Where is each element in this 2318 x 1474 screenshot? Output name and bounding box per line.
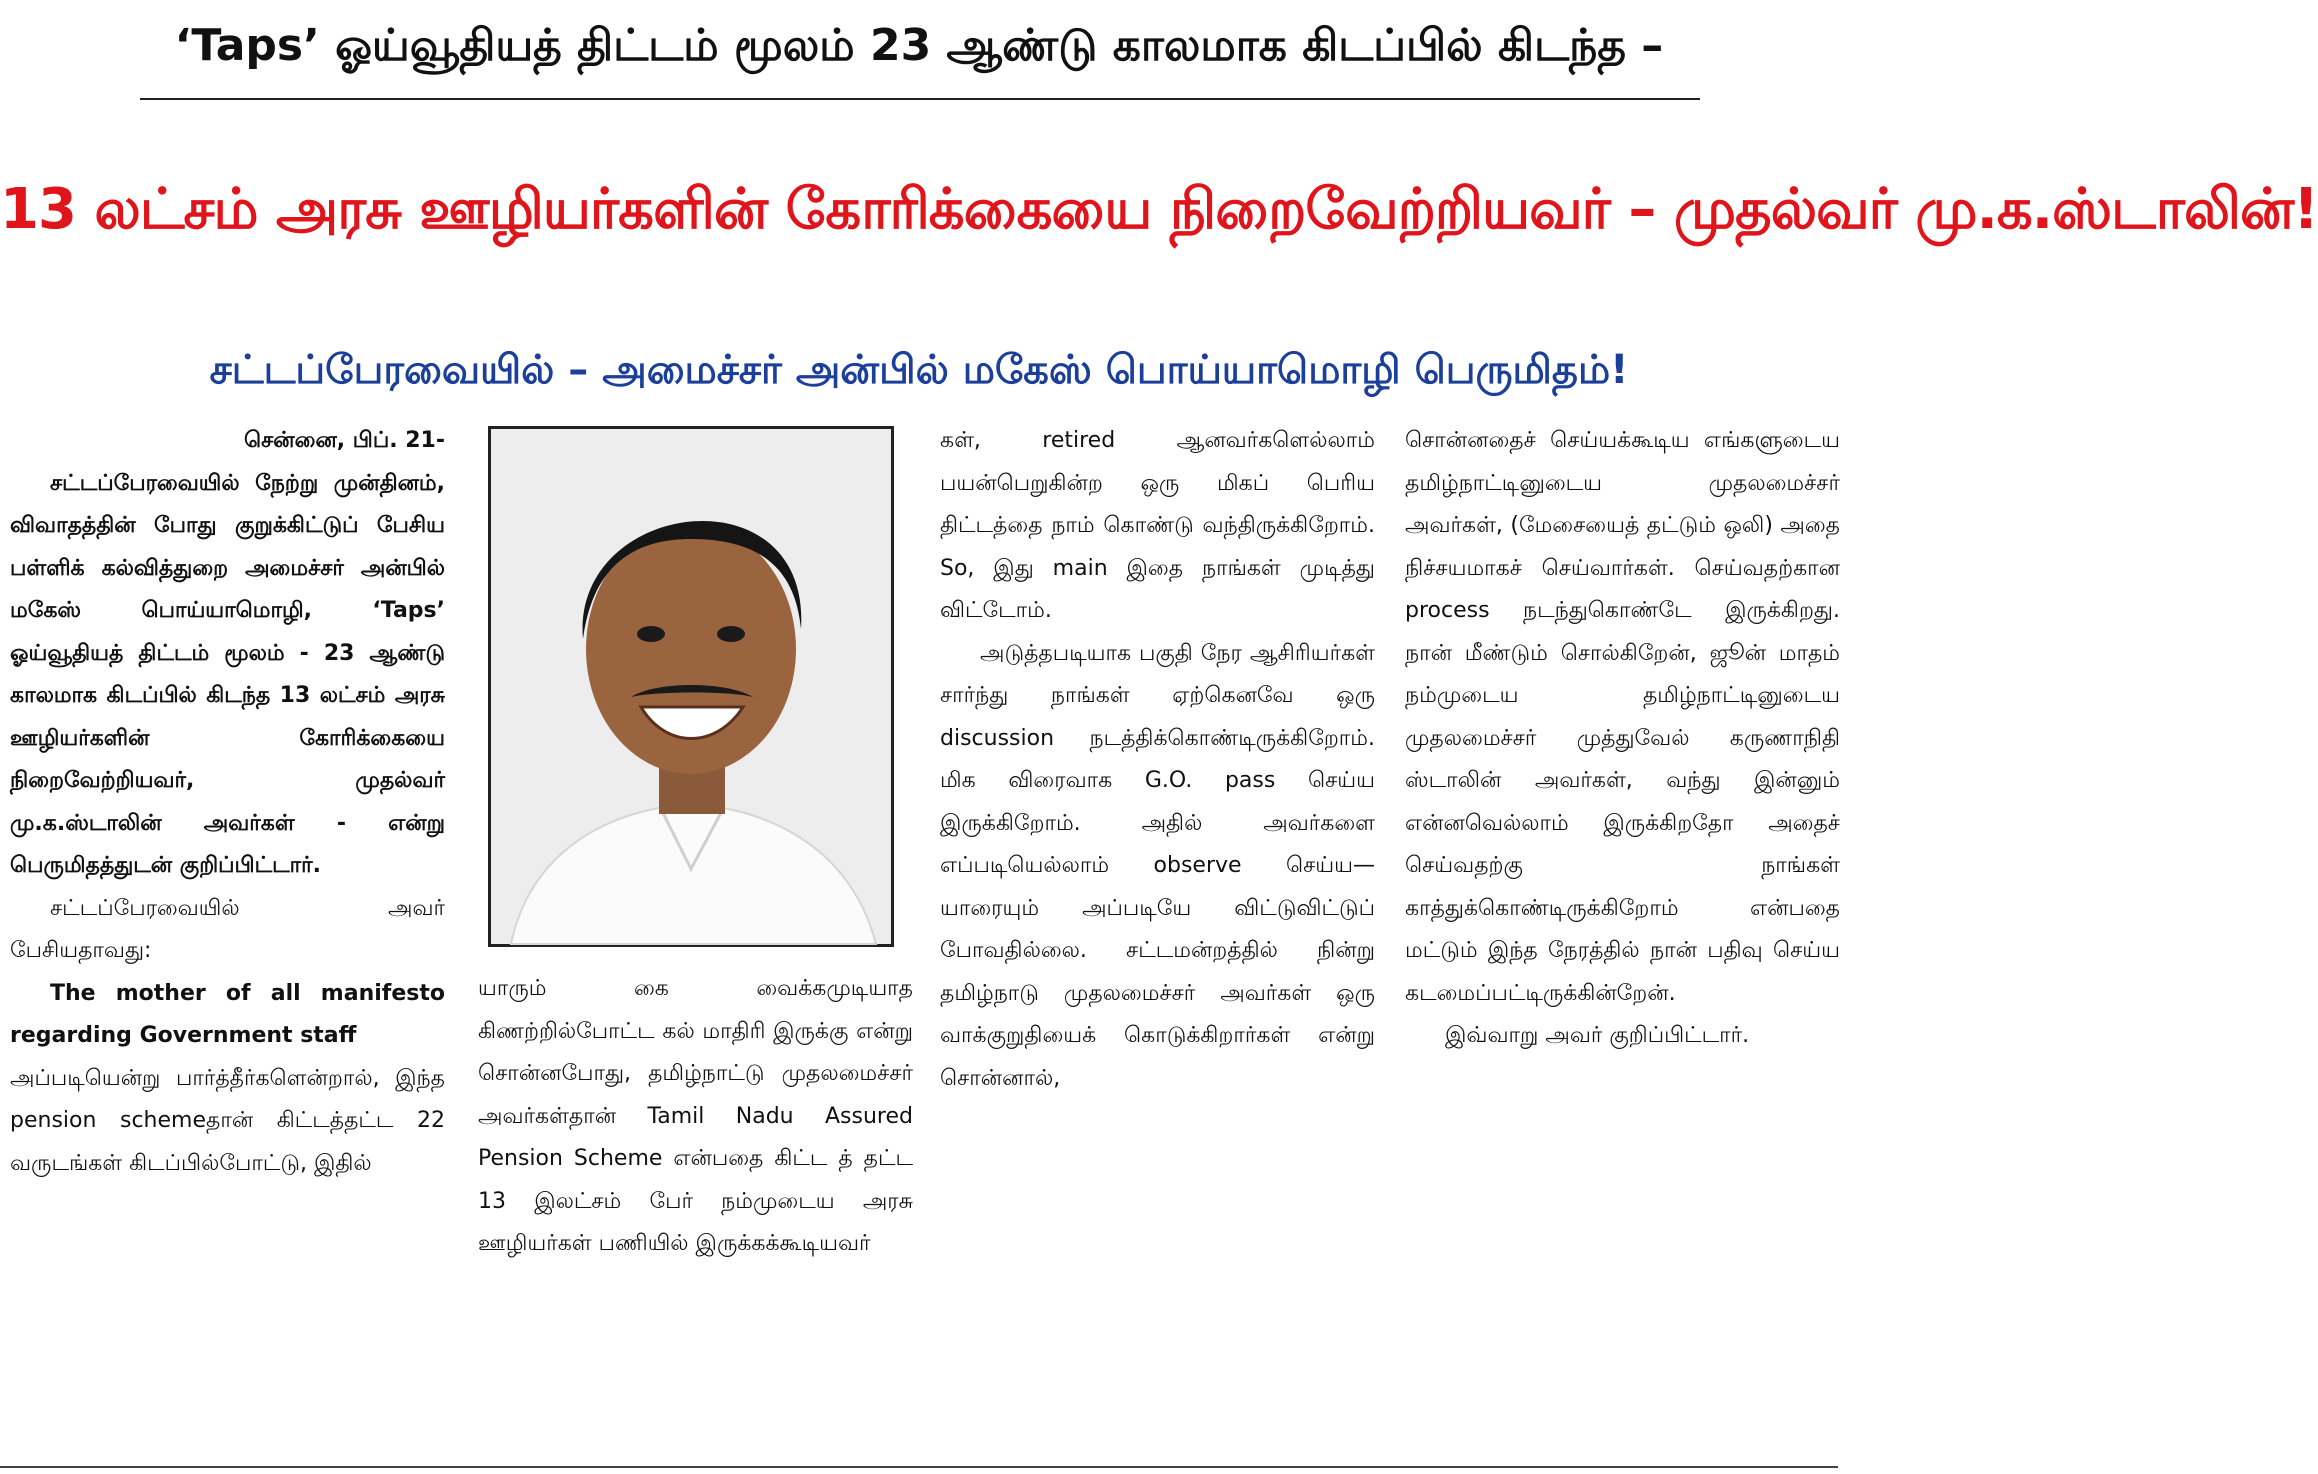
minister-photo (488, 426, 894, 947)
body-paragraph-2-part-2: சொன்னதைச் செய்யக்கூடிய எங்களுடைய தமிழ்நாட்டினுடைய முதலமைச்சர் அவர்கள், (மேசையைத் தட்டும் ஒலி) அதை நிச்சயமாகச் செய்வார்கள். செய்வதற்கான process நடந்துகொண்டே இருக்கிறது. நான் மீண்டும் சொல்கிறேன், ஜூன் மாதம் நம்முடைய தமிழ்நாட்டினுடைய முதலமைச்சர் முத்துவேல் கருணாநிதி ஸ்டாலின் அவர்கள், வந்து இன்னும் என்னவெல்லாம் இருக்கிறதோ அதைச் செய்வதற்கு நாங்கள் காத்துக்கொண்டிருக்கிறோம் என்பதை மட்டும் இந்த நேரத்தில் நான் பதிவு செய்ய கடமைப்பட்டிருக்கின்றேன். (1405, 428, 1840, 1006)
article-column-3 (940, 420, 1375, 1100)
lead-paragraph: சட்டப்பேரவையில் நேற்று முன்தினம், விவாதத்தின் போது குறுக்கிட்டுப் பேசிய பள்ளிக் கல்வித்துறை அமைச்சர் அன்பில் மகேஸ் பொய்யாமொழி, ‘Taps’ ஓய்வூதியத் திட்டம் மூலம் - 23 ஆண்டு காலமாக கிடப்பில் கிடந்த 13 லட்சம் அரசு ஊழியர்களின் கோரிக்கையை நிறைவேற்றியவர், முதல்வர் மு.க.ஸ்டாலின் அவர்கள் - என்று பெருமிதத்துடன் குறிப்பிட்டார். (10, 470, 445, 878)
body-paragraph-2-part-1: அடுத்தபடியாக பகுதி நேர ஆசிரியர்கள் சார்ந்து நாங்கள் ஏற்கெனவே ஒரு discussion நடத்திக்கொண்டிருக்கிறோம். மிக விரைவாக G.O. pass செய்ய இருக்கிறோம். அதில் அவர்களை எப்படியெல்லாம் observe செய்ய—யாரையும் அப்படியே விட்டுவிட்டுப் போவதில்லை. சட்டமன்றத்தில் நின்று தமிழ்நாடு முதலமைச்சர் அவர்கள் ஒரு வாக்குறுதியைக் கொடுக்கிறார்கள் என்று சொன்னால், (940, 640, 1375, 1091)
article-column-1 (10, 420, 445, 1185)
body-paragraph-1-part-2: யாரும் கை வைக்கமுடியாத கிணற்றில்போட்ட கல் மாதிரி இருக்கு என்று சொன்னபோது, தமிழ்நாட்டு முதலமைச்சர் அவர்கள்தான் Tamil Nadu Assured Pension Scheme என்பதை கிட்ட த் தட்ட 13 இலட்சம் பேர் நம்முடைய அரசு ஊழியர்கள் பணியில் இருக்கக்கூடியவர் (478, 976, 913, 1256)
closing-line: இவ்வாறு அவர் குறிப்பிட்டார். (1445, 1023, 1750, 1048)
intro-line: சட்டப்பேரவையில் அவர் பேசியதாவது: (10, 895, 445, 963)
article-column-4 (1405, 420, 1840, 1058)
article-column-2 (478, 968, 913, 1266)
dateline: சென்னை, பிப். 21- (243, 428, 445, 453)
portrait-image (491, 429, 891, 944)
kicker-headline: ‘Taps’ ஓய்வூதியத் திட்டம் மூலம் 23 ஆண்டு காலமாக கிடப்பில் கிடந்த – (174, 20, 1664, 71)
sub-headline: சட்டப்பேரவையில் – அமைச்சர் அன்பில் மகேஸ் பொய்யாமொழி பெருமிதம்! (209, 347, 1629, 393)
bottom-divider (0, 1466, 1838, 1468)
kicker-divider (140, 98, 1700, 100)
body-paragraph-1-part-1: அப்படியென்று பார்த்தீர்களென்றால், இந்த pension schemeதான் கிட்டத்தட்ட 22 வருடங்கள் கிடப்பில்போட்டு, இதில் (10, 1065, 445, 1176)
english-quote: The mother of all manifesto regarding Government staff (10, 980, 445, 1048)
body-paragraph-1-part-3: கள், retired ஆனவர்களெல்லாம் பயன்பெறுகின்ற ஒரு மிகப் பெரிய திட்டத்தை நாம் கொண்டு வந்திருக்கிறோம். So, இது main இதை நாங்கள் முடித்து விட்டோம். (940, 428, 1375, 623)
main-headline: 13 லட்சம் அரசு ஊழியர்களின் கோரிக்கையை நிறைவேற்றியவர் – முதல்வர் மு.க.ஸ்டாலின்! (0, 177, 2318, 242)
